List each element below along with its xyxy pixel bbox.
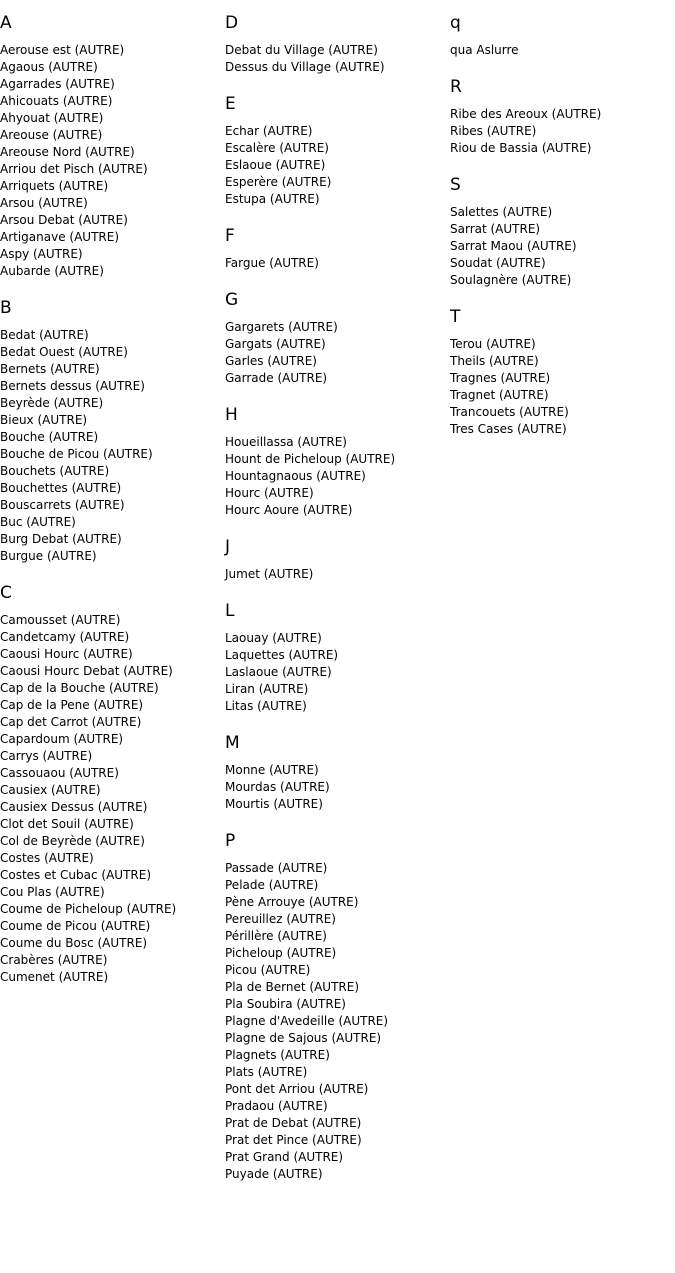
place-entry-link[interactable]: Areouse Nord (AUTRE) xyxy=(0,145,135,159)
place-entry-link[interactable]: Buc (AUTRE) xyxy=(0,515,76,529)
place-entry-link[interactable]: Plagne de Sajous (AUTRE) xyxy=(225,1031,382,1045)
place-entry-link[interactable]: Mourdas (AUTRE) xyxy=(225,780,330,794)
place-entry-link[interactable]: Ahicouats (AUTRE) xyxy=(0,94,113,108)
place-entry-link[interactable]: Pla Soubira (AUTRE) xyxy=(225,997,346,1011)
place-entry-link[interactable]: Prat Grand (AUTRE) xyxy=(225,1150,344,1164)
place-entry-link[interactable]: Aubarde (AUTRE) xyxy=(0,264,104,278)
place-entry-link[interactable]: Agaous (AUTRE) xyxy=(0,60,98,74)
place-entry-link[interactable]: Hountagnaous (AUTRE) xyxy=(225,469,366,483)
place-entry-link[interactable]: Camousset (AUTRE) xyxy=(0,613,121,627)
section-letter-heading: R xyxy=(450,77,462,97)
place-entry-link[interactable]: Laquettes (AUTRE) xyxy=(225,648,339,662)
place-entry-link[interactable]: Coume du Bosc (AUTRE) xyxy=(0,936,148,950)
place-entry-link[interactable]: Bedat (AUTRE) xyxy=(0,328,89,342)
place-entry-link[interactable]: Bouche de Picou (AUTRE) xyxy=(0,447,153,461)
place-entry-link[interactable]: Ribes (AUTRE) xyxy=(450,124,537,138)
place-entry-link[interactable]: Picou (AUTRE) xyxy=(225,963,311,977)
letter-section xyxy=(225,733,450,813)
place-entry-link[interactable]: Terou (AUTRE) xyxy=(450,337,536,351)
place-entry-link[interactable]: Arriou det Pisch (AUTRE) xyxy=(0,162,148,176)
section-letter-heading: B xyxy=(0,298,12,318)
place-entry-link[interactable]: Pereuillez (AUTRE) xyxy=(225,912,336,926)
place-entry-link[interactable]: Plagne d'Avedeille (AUTRE) xyxy=(225,1014,389,1028)
place-entry-link[interactable]: Jumet (AUTRE) xyxy=(225,567,314,581)
place-entry-link[interactable]: Picheloup (AUTRE) xyxy=(225,946,337,960)
letter-section xyxy=(225,831,450,1183)
place-entry-link[interactable]: Caousi Hourc (AUTRE) xyxy=(0,647,133,661)
place-entry-link[interactable]: Cap de la Pene (AUTRE) xyxy=(0,698,144,712)
place-entry-link[interactable]: Bernets dessus (AUTRE) xyxy=(0,379,145,393)
place-entry-link[interactable]: Tragnet (AUTRE) xyxy=(450,388,549,402)
letter-section xyxy=(0,298,225,565)
section-letter-heading: M xyxy=(225,733,240,753)
section-letter-heading: S xyxy=(450,175,461,195)
place-entry-link[interactable]: Trancouets (AUTRE) xyxy=(450,405,569,419)
place-entry-link[interactable]: Riou de Bassia (AUTRE) xyxy=(450,141,592,155)
entry-list xyxy=(225,860,450,1183)
place-entry-link[interactable]: Prat de Debat (AUTRE) xyxy=(225,1116,362,1130)
place-entry-link[interactable]: Beyrède (AUTRE) xyxy=(0,396,104,410)
place-entry-link[interactable]: Hourc (AUTRE) xyxy=(225,486,314,500)
place-entry-link[interactable]: Estupa (AUTRE) xyxy=(225,192,320,206)
place-entry-link[interactable]: Cap de la Bouche (AUTRE) xyxy=(0,681,159,695)
place-entry-link[interactable]: Pelade (AUTRE) xyxy=(225,878,319,892)
section-letter-heading: D xyxy=(225,13,239,33)
place-entry-link[interactable]: Ahyouat (AUTRE) xyxy=(0,111,104,125)
section-letter-heading: q xyxy=(450,13,461,33)
place-entry-link[interactable]: Escalère (AUTRE) xyxy=(225,141,329,155)
place-entry-link[interactable]: Burgue (AUTRE) xyxy=(0,549,97,563)
place-entry-link[interactable]: Garrade (AUTRE) xyxy=(225,371,328,385)
place-entry-link[interactable]: Cou Plas (AUTRE) xyxy=(0,885,105,899)
place-entry-link[interactable]: Pradaou (AUTRE) xyxy=(225,1099,328,1113)
place-entry-link[interactable]: Ribe des Areoux (AUTRE) xyxy=(450,107,602,121)
place-entry-link[interactable]: Causiex (AUTRE) xyxy=(0,783,101,797)
place-entry-link[interactable]: Bieux (AUTRE) xyxy=(0,413,88,427)
place-entry-link[interactable]: Mourtis (AUTRE) xyxy=(225,797,323,811)
entry-list xyxy=(0,42,225,280)
place-entry-link[interactable]: Arsou Debat (AUTRE) xyxy=(0,213,128,227)
section-letter-heading: P xyxy=(225,831,236,851)
entry-list xyxy=(0,612,225,986)
entry-list xyxy=(450,106,675,157)
entry-list xyxy=(225,255,450,272)
letter-section xyxy=(225,405,450,519)
entry-list xyxy=(225,566,450,583)
place-entry-link[interactable]: Aspy (AUTRE) xyxy=(0,247,83,261)
place-entry-link[interactable]: Carrys (AUTRE) xyxy=(0,749,93,763)
place-entry-link[interactable]: Soulagnère (AUTRE) xyxy=(450,273,572,287)
place-entry-link[interactable]: Eslaoue (AUTRE) xyxy=(225,158,326,172)
letter-section xyxy=(225,13,450,76)
letter-section xyxy=(225,94,450,208)
place-entry-link[interactable]: Areouse (AUTRE) xyxy=(0,128,103,142)
place-entry-link[interactable]: Capardoum (AUTRE) xyxy=(0,732,124,746)
letter-section xyxy=(225,226,450,272)
letter-section xyxy=(225,537,450,583)
index-column-3 xyxy=(450,0,675,456)
place-entry-link[interactable]: Cumenet (AUTRE) xyxy=(0,970,109,984)
letter-section xyxy=(450,307,675,438)
place-entry-link[interactable]: Agarrades (AUTRE) xyxy=(0,77,115,91)
place-entry-link[interactable]: qua Aslurre xyxy=(450,43,519,57)
section-letter-heading: L xyxy=(225,601,235,621)
section-letter-heading: T xyxy=(450,307,461,327)
section-letter-heading: C xyxy=(0,583,12,603)
place-entry-link[interactable]: Bouchets (AUTRE) xyxy=(0,464,110,478)
entry-list xyxy=(225,762,450,813)
letter-section xyxy=(450,77,675,157)
place-entry-link[interactable]: Aerouse est (AUTRE) xyxy=(0,43,125,57)
place-entry-link[interactable]: Bouche (AUTRE) xyxy=(0,430,99,444)
place-entry-link[interactable]: Plagnets (AUTRE) xyxy=(225,1048,330,1062)
place-entry-link[interactable]: Bedat Ouest (AUTRE) xyxy=(0,345,128,359)
place-entry-link[interactable]: Cassouaou (AUTRE) xyxy=(0,766,119,780)
place-entry-link[interactable]: Sarrat (AUTRE) xyxy=(450,222,541,236)
place-entry-link[interactable]: Causiex Dessus (AUTRE) xyxy=(0,800,148,814)
entry-list xyxy=(450,42,675,59)
place-entry-link[interactable]: Houeillassa (AUTRE) xyxy=(225,435,347,449)
section-letter-heading: J xyxy=(225,537,231,557)
entry-list xyxy=(225,319,450,387)
place-entry-link[interactable]: Artiganave (AUTRE) xyxy=(0,230,120,244)
letter-section xyxy=(225,290,450,387)
place-entry-link[interactable]: Burg Debat (AUTRE) xyxy=(0,532,122,546)
place-entry-link[interactable]: Gargarets (AUTRE) xyxy=(225,320,338,334)
place-entry-link[interactable]: Dessus du Village (AUTRE) xyxy=(225,60,385,74)
place-entry-link[interactable]: Arriquets (AUTRE) xyxy=(0,179,109,193)
letter-section xyxy=(450,175,675,289)
place-entry-link[interactable]: Pla de Bernet (AUTRE) xyxy=(225,980,360,994)
place-entry-link[interactable]: Prat det Pince (AUTRE) xyxy=(225,1133,362,1147)
place-entry-link[interactable]: Pène Arrouye (AUTRE) xyxy=(225,895,359,909)
entry-list xyxy=(225,434,450,519)
place-entry-link[interactable]: Monne (AUTRE) xyxy=(225,763,319,777)
place-entry-link[interactable]: Garles (AUTRE) xyxy=(225,354,317,368)
index-column-1 xyxy=(0,0,225,1004)
letter-section xyxy=(0,583,225,986)
entry-list xyxy=(450,204,675,289)
section-letter-heading: A xyxy=(0,13,12,33)
section-letter-heading: H xyxy=(225,405,238,425)
place-entry-link[interactable]: Sarrat Maou (AUTRE) xyxy=(450,239,577,253)
place-entry-link[interactable]: Caousi Hourc Debat (AUTRE) xyxy=(0,664,173,678)
place-entry-link[interactable]: Col de Beyrède (AUTRE) xyxy=(0,834,145,848)
section-letter-heading: F xyxy=(225,226,235,246)
place-entry-link[interactable]: Crabères (AUTRE) xyxy=(0,953,108,967)
place-entry-link[interactable]: Esperère (AUTRE) xyxy=(225,175,332,189)
place-entry-link[interactable]: Bouscarrets (AUTRE) xyxy=(0,498,125,512)
place-entry-link[interactable]: Tres Cases (AUTRE) xyxy=(450,422,567,436)
letter-section xyxy=(0,13,225,280)
place-entry-link[interactable]: Tragnes (AUTRE) xyxy=(450,371,551,385)
entry-list xyxy=(225,42,450,76)
place-entry-link[interactable]: Plats (AUTRE) xyxy=(225,1065,308,1079)
place-entry-link[interactable]: Salettes (AUTRE) xyxy=(450,205,553,219)
place-entry-link[interactable]: Pont det Arriou (AUTRE) xyxy=(225,1082,369,1096)
place-entry-link[interactable]: Hourc Aoure (AUTRE) xyxy=(225,503,353,517)
place-entry-link[interactable]: Costes et Cubac (AUTRE) xyxy=(0,868,152,882)
entry-list xyxy=(225,123,450,208)
letter-section xyxy=(450,13,675,59)
place-entry-link[interactable]: Périllère (AUTRE) xyxy=(225,929,327,943)
index-column-2 xyxy=(225,0,450,1201)
place-entry-link[interactable]: Puyade (AUTRE) xyxy=(225,1167,323,1181)
place-entry-link[interactable]: Echar (AUTRE) xyxy=(225,124,313,138)
section-letter-heading: E xyxy=(225,94,236,114)
letter-section xyxy=(225,601,450,715)
place-entry-link[interactable]: Candetcamy (AUTRE) xyxy=(0,630,130,644)
place-entry-link[interactable]: Coume de Picheloup (AUTRE) xyxy=(0,902,177,916)
place-entry-link[interactable]: Bouchettes (AUTRE) xyxy=(0,481,122,495)
place-entry-link[interactable]: Hount de Picheloup (AUTRE) xyxy=(225,452,396,466)
place-entry-link[interactable]: Clot det Souil (AUTRE) xyxy=(0,817,134,831)
place-entry-link[interactable]: Debat du Village (AUTRE) xyxy=(225,43,378,57)
place-entry-link[interactable]: Coume de Picou (AUTRE) xyxy=(0,919,151,933)
entry-list xyxy=(0,327,225,565)
place-entry-link[interactable]: Gargats (AUTRE) xyxy=(225,337,326,351)
place-entry-link[interactable]: Litas (AUTRE) xyxy=(225,699,307,713)
entry-list xyxy=(225,630,450,715)
place-entry-link[interactable]: Arsou (AUTRE) xyxy=(0,196,88,210)
place-entry-link[interactable]: Fargue (AUTRE) xyxy=(225,256,319,270)
place-entry-link[interactable]: Laslaoue (AUTRE) xyxy=(225,665,332,679)
entry-list xyxy=(450,336,675,438)
place-entry-link[interactable]: Bernets (AUTRE) xyxy=(0,362,100,376)
place-entry-link[interactable]: Theils (AUTRE) xyxy=(450,354,539,368)
section-letter-heading: G xyxy=(225,290,239,310)
place-entry-link[interactable]: Cap det Carrot (AUTRE) xyxy=(0,715,142,729)
place-entry-link[interactable]: Laouay (AUTRE) xyxy=(225,631,322,645)
place-entry-link[interactable]: Passade (AUTRE) xyxy=(225,861,328,875)
place-entry-link[interactable]: Costes (AUTRE) xyxy=(0,851,94,865)
place-entry-link[interactable]: Liran (AUTRE) xyxy=(225,682,309,696)
place-entry-link[interactable]: Soudat (AUTRE) xyxy=(450,256,546,270)
